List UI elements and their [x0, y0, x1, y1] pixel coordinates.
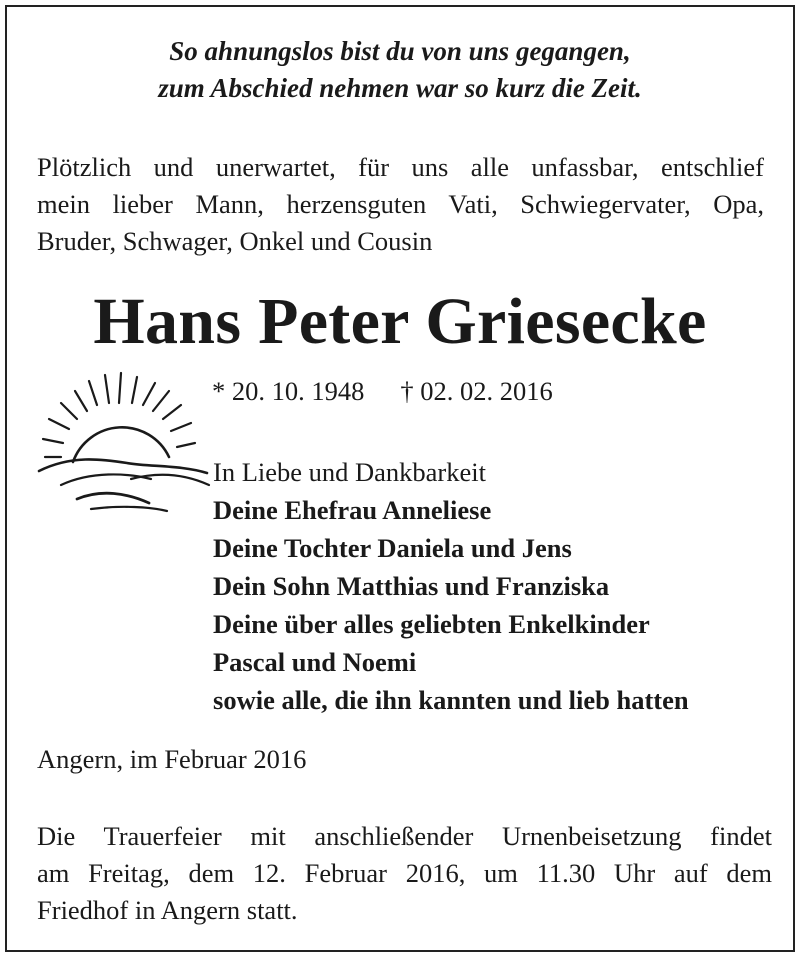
family-line: Deine über alles geliebten Enkelkinder [213, 609, 650, 639]
deceased-name: Hans Peter Griesecke [93, 285, 707, 358]
obituary-notice [5, 5, 795, 952]
intro-line-1: Plötzlich und unerwartet, für uns alle unfassbar, entschlief [37, 152, 764, 182]
intro-line-2: mein lieber Mann, herzensguten Vati, Schwiegervater, Opa, [37, 189, 764, 219]
family-line: Deine Ehefrau Anneliese [213, 495, 492, 525]
intro-text [37, 149, 764, 260]
intro-line-3: Bruder, Schwager, Onkel und Cousin [37, 226, 433, 256]
family-list [213, 453, 689, 719]
family-line: Dein Sohn Matthias und Franziska [213, 571, 610, 601]
place-and-date: Angern, im Februar 2016 [37, 744, 307, 774]
ceremony-text [37, 818, 772, 929]
family-line: sowie alle, die ihn kannten und lieb hatten [213, 685, 689, 715]
sunset-over-hills-icon [31, 359, 211, 519]
verse-line-2: zum Abschied nehmen war so kurz die Zeit. [158, 73, 642, 103]
ceremony-line-3: Friedhof in Angern statt. [37, 895, 298, 925]
life-dates [212, 373, 553, 409]
family-line: Pascal und Noemi [213, 647, 417, 677]
birth-date: * 20. 10. 1948 [212, 376, 365, 406]
ceremony-line-1: Die Trauerfeier mit anschließender Urnenbeisetzung findet [37, 821, 772, 851]
ceremony-line-2: am Freitag, dem 12. Februar 2016, um 11.30 Uhr auf dem [37, 858, 772, 888]
death-date: † 02. 02. 2016 [400, 376, 553, 406]
family-line: Deine Tochter Daniela und Jens [213, 533, 572, 563]
family-intro: In Liebe und Dankbarkeit [213, 457, 486, 487]
verse-line-1: So ahnungslos bist du von uns gegangen, [169, 36, 631, 66]
